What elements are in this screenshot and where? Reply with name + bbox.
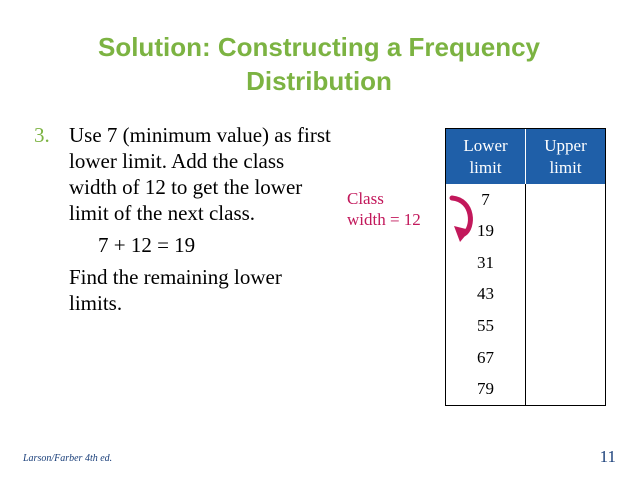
class-width-line2: width = 12 [347, 210, 421, 229]
class-width-annotation [347, 188, 421, 230]
column-divider [525, 184, 526, 405]
instruction-paragraph: Find the remaining lower limits. [69, 265, 282, 315]
upper-header-text2: limit [549, 158, 582, 177]
footer-source: Larson/Farber 4th ed. [23, 453, 113, 464]
upper-limit-header [526, 135, 605, 179]
lower-limit-cell: 79 [477, 379, 494, 398]
lower-limit-cell: 43 [477, 284, 494, 303]
slide-title [0, 30, 638, 98]
lower-limit-cell: 19 [477, 221, 494, 240]
lower-limit-cell: 67 [477, 348, 494, 367]
class-width-line1: Class [347, 189, 384, 208]
slide-title-line1: Solution: Constructing a Frequency [97, 32, 540, 62]
step-content [34, 122, 334, 316]
lower-header-text1: Lower [463, 136, 508, 155]
lower-limit-header [446, 135, 525, 179]
step-paragraph: Use 7 (minimum value) as first lower limit. Add the class width of 12 to get the lower limit of the next class. [69, 123, 331, 225]
frequency-table [445, 128, 606, 406]
equation: 7 + 12 = 19 [98, 233, 196, 257]
table-header [446, 129, 605, 184]
lower-limit-cell: 55 [477, 316, 494, 335]
lower-limit-cell: 31 [477, 253, 494, 272]
lower-header-text2: limit [469, 158, 502, 177]
slide-title-line2: Distribution [246, 66, 392, 96]
lower-limit-cell: 7 [481, 190, 490, 209]
step-number: 3. [34, 123, 50, 147]
page-number: 11 [599, 447, 616, 466]
upper-header-text1: Upper [544, 136, 587, 155]
